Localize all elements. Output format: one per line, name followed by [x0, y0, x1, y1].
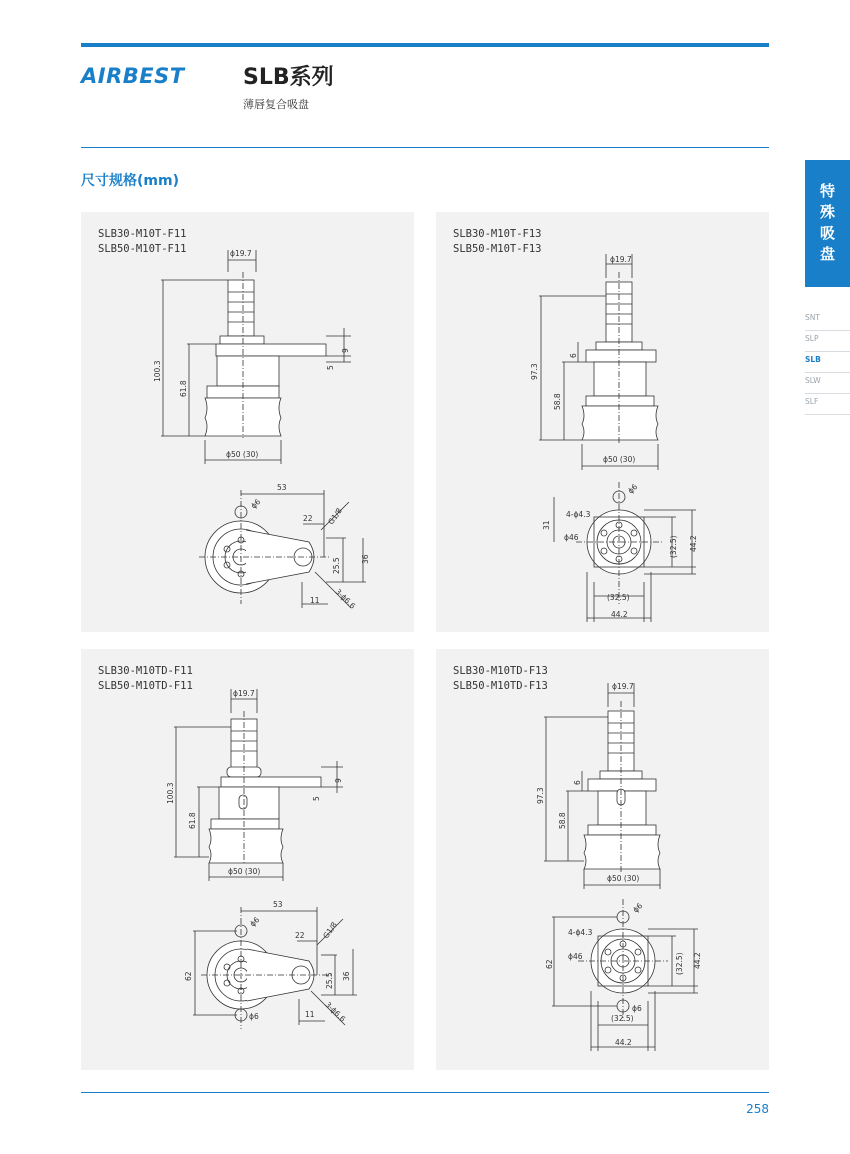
dimension-drawing [81, 649, 414, 1070]
dim-22: 22 [303, 514, 313, 523]
series-nav-item-slb[interactable]: SLB [805, 352, 850, 373]
dimension-drawing [436, 649, 769, 1070]
dim-62: 62 [545, 959, 554, 969]
dim-port-h: 9 [334, 778, 343, 783]
dim-32-5-h: (32.5) [611, 1014, 634, 1023]
dim-d6: ϕ6 [631, 901, 645, 915]
dim-holes: 4-ϕ4.3 [566, 510, 591, 519]
series-nav-item-slf[interactable]: SLF [805, 394, 850, 415]
dim-cup: ϕ50 (30) [226, 450, 259, 459]
model-name: SLB30-M10TD-F13 [453, 665, 548, 677]
dim-32-5-v: (32.5) [675, 952, 684, 975]
dim-36: 36 [342, 971, 351, 981]
series-nav [805, 310, 850, 415]
category-tab-char: 殊 [819, 203, 835, 221]
dim-body: 58.8 [558, 812, 567, 829]
dim-cup: ϕ50 (30) [603, 455, 636, 464]
model-name: SLB30-M10T-F13 [453, 228, 542, 240]
dim-body: 61.8 [179, 380, 188, 397]
drawing-panel-3 [81, 649, 414, 1070]
series-nav-item-slw[interactable]: SLW [805, 373, 850, 394]
dimension-drawing [81, 212, 414, 632]
dim-44-2-h: 44.2 [615, 1038, 632, 1047]
dim-shaft: ϕ19.7 [612, 682, 634, 691]
dim-36: 36 [361, 554, 370, 564]
dim-25-5: 25.5 [325, 972, 334, 989]
header-divider [81, 147, 769, 148]
dim-62: 62 [184, 971, 193, 981]
model-name: SLB50-M10T-F13 [453, 243, 542, 255]
dim-shaft: ϕ19.7 [230, 249, 252, 258]
header-top-bar [81, 43, 769, 47]
dim-11: 11 [305, 1010, 315, 1019]
series-nav-item-snt[interactable]: SNT [805, 310, 850, 331]
dim-32-5-h: (32.5) [607, 593, 630, 602]
dim-44-2-v: 44.2 [689, 535, 698, 552]
dim-body: 61.8 [188, 812, 197, 829]
footer-divider [81, 1092, 769, 1093]
dimension-drawing [436, 212, 769, 632]
drawing-panel-4 [436, 649, 769, 1070]
drawing-panel-2 [436, 212, 769, 632]
model-name: SLB30-M10T-F11 [98, 228, 187, 240]
dim-d6-bottom: ϕ6 [249, 1012, 259, 1021]
dim-shaft: ϕ19.7 [233, 689, 255, 698]
category-tab[interactable] [805, 160, 850, 287]
dim-g18: G1/8 [321, 920, 339, 941]
dim-32-5-v: (32.5) [669, 535, 678, 558]
dim-port-o: 5 [312, 796, 321, 801]
dim-port-o: 5 [326, 365, 335, 370]
dim-44-2-h: 44.2 [611, 610, 628, 619]
dim-d6: ϕ6 [248, 915, 262, 929]
brand-logo: AIRBEST [81, 64, 185, 88]
dim-port-h: 9 [341, 348, 350, 353]
dim-hole: 3-ϕ6.6 [323, 1000, 348, 1024]
model-name: SLB50-M10TD-F11 [98, 680, 193, 692]
category-tab-char: 吸 [819, 224, 835, 242]
dim-height: 100.3 [166, 782, 175, 804]
dim-22: 22 [295, 931, 305, 940]
dim-height: 97.3 [536, 787, 545, 804]
dim-d46: ϕ46 [564, 533, 579, 542]
dim-cup: ϕ50 (30) [607, 874, 640, 883]
dim-25-5: 25.5 [332, 557, 341, 574]
category-tab-char: 盘 [819, 245, 835, 263]
series-title: SLB系列 [243, 65, 334, 90]
dim-shaft: ϕ19.7 [610, 255, 632, 264]
dim-cup: ϕ50 (30) [228, 867, 261, 876]
section-title: 尺寸规格(mm) [81, 173, 179, 189]
dim-holes: 4-ϕ4.3 [568, 928, 593, 937]
dim-d6: ϕ6 [626, 482, 640, 496]
dim-53: 53 [273, 900, 283, 909]
dim-31: 31 [542, 520, 551, 530]
dim-body: 58.8 [553, 393, 562, 410]
drawing-panel-1 [81, 212, 414, 632]
dim-flange: 6 [573, 780, 582, 785]
page-number: 258 [746, 1102, 769, 1116]
dim-d46: ϕ46 [568, 952, 583, 961]
dim-height: 100.3 [153, 360, 162, 382]
dim-53: 53 [277, 483, 287, 492]
dim-d6: ϕ6 [249, 497, 263, 511]
dim-hole: 3-ϕ6.6 [333, 587, 358, 611]
dim-d6-bottom: ϕ6 [632, 1004, 642, 1013]
dim-11: 11 [310, 596, 320, 605]
series-subtitle: 薄唇复合吸盘 [243, 98, 309, 111]
model-name: SLB50-M10TD-F13 [453, 680, 548, 692]
dim-flange: 6 [569, 353, 578, 358]
dim-44-2-v: 44.2 [693, 952, 702, 969]
model-name: SLB50-M10T-F11 [98, 243, 187, 255]
series-nav-item-slp[interactable]: SLP [805, 331, 850, 352]
model-name: SLB30-M10TD-F11 [98, 665, 193, 677]
dim-height: 97.3 [530, 363, 539, 380]
category-tab-char: 特 [819, 182, 835, 200]
dim-g18: G1/8 [326, 506, 344, 527]
